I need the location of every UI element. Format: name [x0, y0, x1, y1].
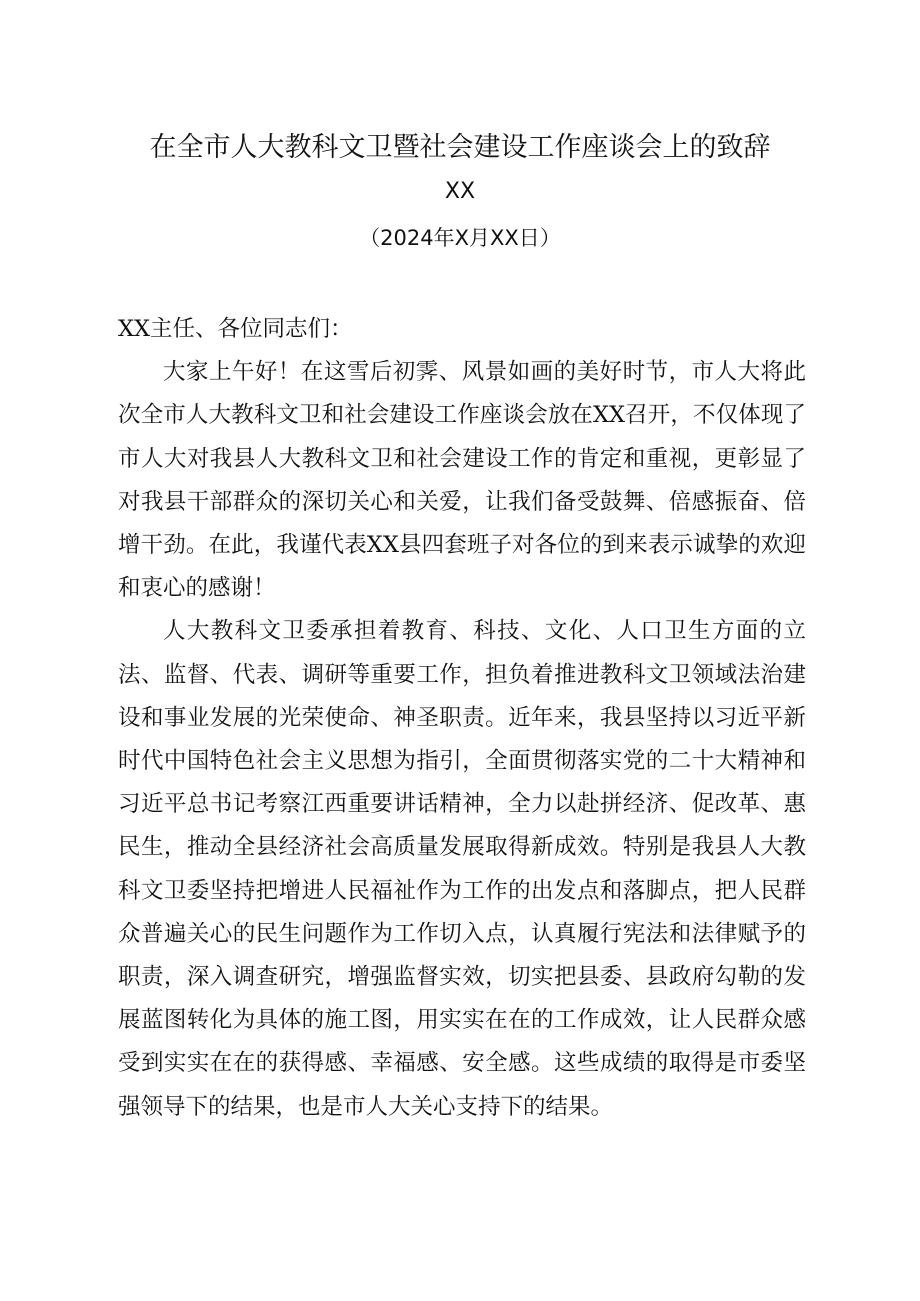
paragraph-greeting: 大家上午好！在这雪后初霁、风景如画的美好时节，市人大将此次全市人大教科文卫和社会建设工作座谈会放在XX召开，不仅体现了市人大对我县人大教科文卫和社会建设工作的肯定和重视，更彰显了对我县干部群众的深切关心和关爱，让我们备受鼓舞、倍感振奋、倍增干劲。在此，我谨代表XX县四套班子对各位的到来表示诚挚的欢迎和衷心的感谢！	[118, 359, 806, 602]
document-author: XX	[444, 179, 476, 204]
document-date: （2024年X月XX日）	[359, 226, 561, 250]
document-body	[118, 308, 806, 1129]
salutation: XX主任、各位同志们：	[118, 316, 353, 342]
document-title: 在全市人大教科文卫暨社会建设工作座谈会上的致辞	[149, 132, 771, 163]
paragraph-achievements: 人大教科文卫委承担着教育、科技、文化、人口卫生方面的立法、监督、代表、调研等重要工作，担负着推进教科文卫领域法治建设和事业发展的光荣使命、神圣职责。近年来，我县坚持以习近平新时代中国特色社会主义思想为指引，全面贯彻落实党的二十大精神和习近平总书记考察江西重要讲话精神，全力以赴拼经济、促改革、惠民生，推动全县经济社会高质量发展取得新成效。特别是我县人大教科文卫委坚持把增进人民福祉作为工作的出发点和落脚点，把人民群众普遍关心的民生问题作为工作切入点，认真履行宪法和法律赋予的职责，深入调查研究，增强监督实效，切实把县委、县政府勾勒的发展蓝图转化为具体的施工图，用实实在在的工作成效，让人民群众感受到实实在在的获得感、幸福感、安全感。这些成绩的取得是市委坚强领导下的结果，也是市人大关心支持下的结果。	[118, 618, 806, 1120]
